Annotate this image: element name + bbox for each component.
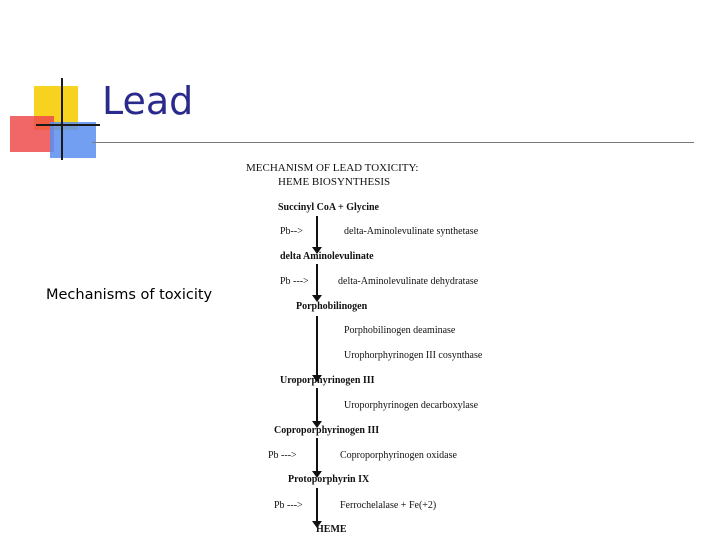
flow-arrow — [316, 488, 318, 522]
flow-arrow — [316, 264, 318, 296]
enzyme-uro-iii-cosynthase: Urophorphyrinogen III cosynthase — [344, 350, 483, 361]
compound-porphobilinogen: Porphobilinogen — [296, 301, 368, 312]
compound-succinyl-coa-glycine: Succinyl CoA + Glycine — [278, 202, 379, 213]
enzyme-copro-oxidase: Coproporphyrinogen oxidase — [340, 450, 457, 461]
flow-arrow — [316, 388, 318, 422]
title-underline — [92, 142, 694, 143]
compound-heme: HEME — [316, 524, 347, 535]
inhibitor-label: Pb ---> — [268, 450, 297, 461]
diagram-subheading: HEME BIOSYNTHESIS — [278, 176, 391, 188]
slide-subtitle: Mechanisms of toxicity — [46, 287, 213, 303]
compound-uroporphyrinogen-iii: Uroporphyrinogen III — [280, 375, 375, 386]
enzyme-ala-dehydratase: delta-Aminolevulinate dehydratase — [338, 276, 479, 287]
enzyme-pbg-deaminase: Porphobilinogen deaminase — [344, 325, 456, 336]
flow-arrow — [316, 216, 318, 248]
heme-biosynthesis-diagram — [236, 156, 516, 540]
inhibitor-label: Pb--> — [280, 226, 303, 237]
inhibitor-label: Pb ---> — [280, 276, 309, 287]
enzyme-ferrochelatase: Ferrochelalase + Fe(+2) — [340, 500, 437, 511]
enzyme-ala-synthetase: delta-Aminolevulinate synthetase — [344, 226, 479, 237]
flow-arrow — [316, 316, 318, 376]
decor-blue-square — [50, 122, 96, 158]
decor-short-horizontal-line — [36, 124, 100, 126]
flow-arrow — [316, 438, 318, 472]
decor-vertical-line — [61, 78, 63, 160]
inhibitor-label: Pb ---> — [274, 500, 303, 511]
diagram-heading: MECHANISM OF LEAD TOXICITY: — [246, 162, 419, 174]
slide-title: Lead — [102, 79, 194, 123]
compound-coproporphyrinogen-iii: Coproporphyrinogen III — [274, 425, 380, 436]
decor-red-square — [10, 116, 54, 152]
enzyme-uro-decarboxylase: Uroporphyrinogen decarboxylase — [344, 400, 479, 411]
compound-protoporphyrin-ix: Protoporphyrin IX — [288, 474, 370, 485]
compound-delta-aminolevulinate: delta Aminolevulinate — [280, 251, 374, 262]
